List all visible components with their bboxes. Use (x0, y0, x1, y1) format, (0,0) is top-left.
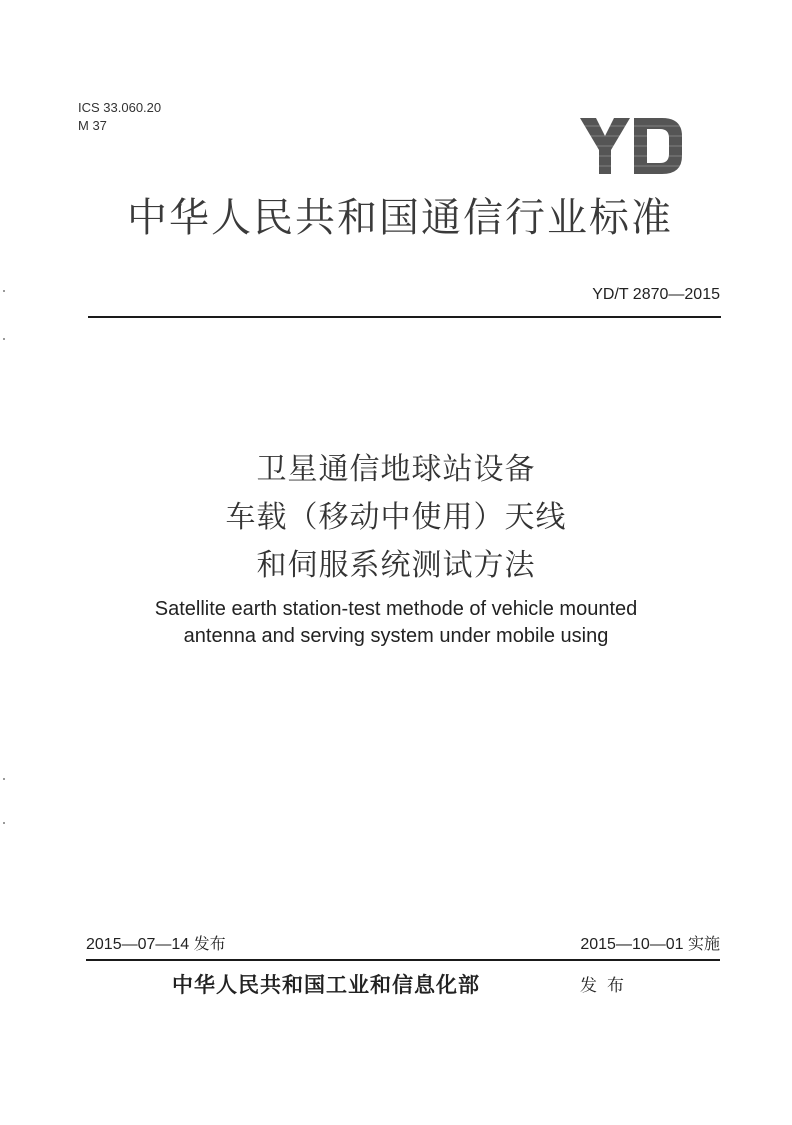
title-en-line-1: Satellite earth station-test methode of vehicle mounted (154, 598, 638, 620)
title-cn-line-3: 和伺服系统测试方法 (256, 548, 536, 583)
title-cn-line-2: 车载（移动中使用）天线 (225, 500, 567, 535)
yd-logo (578, 116, 684, 176)
scan-speck (3, 778, 5, 780)
bottom-divider (86, 959, 720, 961)
organization-title: 中华人民共和国通信行业标准 (127, 195, 673, 241)
ics-code: ICS 33.060.20 (78, 100, 162, 115)
issuer-name: 中华人民共和国工业和信息化部 (172, 972, 480, 997)
issue-date: 2015—07—14 发布 (86, 936, 226, 953)
scan-speck (3, 290, 5, 292)
issuer-verb: 发布 (580, 976, 634, 996)
standard-number: YD/T 2870—2015 (592, 286, 720, 303)
title-en-line-2: antenna and serving system under mobile using (183, 625, 609, 647)
scan-speck (3, 338, 5, 340)
classification-code: M 37 (78, 118, 107, 133)
top-divider (88, 316, 721, 318)
implementation-date: 2015—10—01 实施 (580, 936, 720, 953)
title-cn-line-1: 卫星通信地球站设备 (256, 452, 536, 487)
scan-speck (3, 822, 5, 824)
